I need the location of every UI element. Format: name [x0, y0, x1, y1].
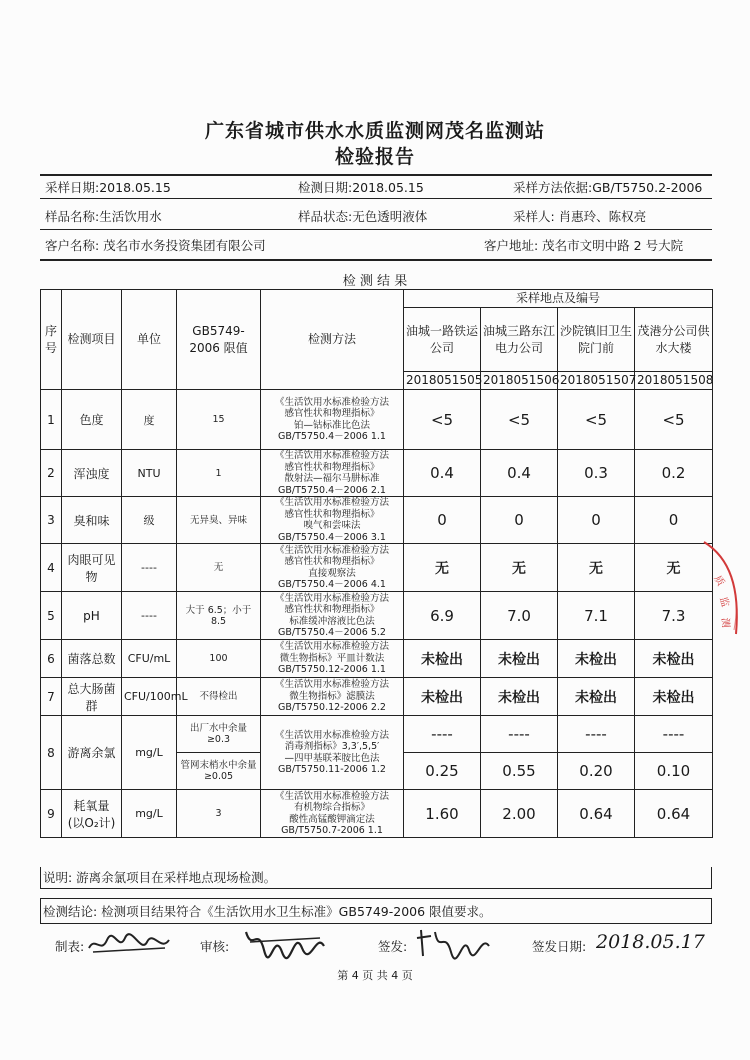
row-value: 未检出	[481, 678, 558, 716]
results-section-title: 检 测 结 果	[342, 274, 408, 289]
row-value: 1.60	[404, 790, 481, 838]
row-item: 臭和味	[62, 497, 122, 544]
method-line: 直接观察法	[308, 567, 356, 579]
row-item: pH	[62, 592, 122, 640]
prepared-signature	[85, 930, 175, 958]
table-row	[41, 790, 713, 838]
row-limit: 出厂水中余量≥0.3	[177, 716, 261, 753]
row-value: 0	[404, 497, 481, 544]
client-name: 客户名称: 茂名市水务投资集团有限公司	[45, 238, 266, 253]
method-line: 嗅气和尝味法	[303, 520, 361, 531]
col-header-no: 序号	[41, 290, 62, 390]
row-unit: 级	[122, 497, 177, 544]
method-line: 《生活饮用水标准检验方法	[274, 679, 389, 691]
table-row	[41, 544, 713, 592]
method-line: 感官性状和物理指标》	[284, 508, 380, 520]
signed-label: 签发:	[378, 939, 408, 954]
site-name: 油城一路铁运公司	[404, 308, 481, 372]
row-method	[261, 716, 404, 790]
row-value: <5	[481, 390, 558, 450]
row-item: 总大肠菌群	[62, 678, 122, 716]
report-org-title: 广东省城市供水水质监测网茂名监测站	[204, 120, 545, 142]
col-header-item: 检测项目	[62, 290, 122, 390]
row-no: 3	[41, 497, 62, 544]
method-line: GB/T5750.4－2006 5.2	[278, 627, 386, 638]
row-value: 未检出	[404, 640, 481, 678]
row-method	[261, 544, 404, 592]
row-item: 色度	[62, 390, 122, 450]
row-value: 0.55	[481, 753, 558, 790]
site-name: 沙院镇旧卫生院门前	[558, 308, 635, 372]
row-value: 0.3	[558, 450, 635, 497]
method-line: 《生活饮用水标准检验方法	[274, 396, 389, 408]
method-line: GB/T5750.4－2006 4.1	[278, 579, 386, 590]
col-header-sites: 采样地点及编号	[404, 290, 713, 308]
row-unit: NTU	[122, 450, 177, 497]
method-line: 铂—钴标准比色法	[293, 419, 370, 431]
row-value: 0.20	[558, 753, 635, 790]
row-value: 7.3	[635, 592, 713, 640]
method-line: GB/T5750.12-2006 1.1	[278, 664, 386, 676]
row-no: 2	[41, 450, 62, 497]
row-value: ----	[635, 716, 713, 753]
row-no: 9	[41, 790, 62, 838]
svg-text:测: 测	[719, 617, 731, 629]
row-value: 未检出	[404, 678, 481, 716]
seal-stamp	[700, 538, 744, 638]
row-value: 未检出	[558, 678, 635, 716]
method-line: GB/T5750.4－2006 3.1	[278, 531, 386, 543]
row-unit: 度	[122, 390, 177, 450]
col-header-limit: GB5749-2006 限值	[177, 290, 261, 390]
method-line: 《生活饮用水标准检验方法	[274, 450, 389, 461]
row-unit: ----	[122, 544, 177, 592]
sampling-method: 采样方法依据:GB/T5750.2-2006	[513, 180, 703, 195]
report-subtitle: 检验报告	[334, 146, 415, 168]
row-value: 0.2	[635, 450, 713, 497]
row-value: 0.4	[481, 450, 558, 497]
row-item: 耗氧量 (以O₂计)	[62, 790, 122, 838]
row-value: 未检出	[635, 640, 713, 678]
row-value: 7.0	[481, 592, 558, 640]
row-value: 无	[481, 544, 558, 592]
row-value: 0	[635, 497, 713, 544]
results-table	[40, 289, 713, 838]
row-unit: CFU/100mL	[122, 678, 177, 716]
method-line: 有机物综合指标》	[293, 802, 370, 813]
row-method	[261, 678, 404, 716]
row-value: ----	[558, 716, 635, 753]
row-unit: mg/L	[122, 790, 177, 838]
row-unit: mg/L	[122, 716, 177, 790]
row-value: <5	[558, 390, 635, 450]
row-unit: ----	[122, 592, 177, 640]
row-value: ----	[404, 716, 481, 753]
site-code: 2018051506	[481, 372, 558, 390]
method-line: 标准缓冲溶液比色法	[289, 615, 375, 627]
note: 说明: 游离余氯项目在采样地点现场检测。	[40, 867, 712, 889]
prepared-label: 制表:	[55, 939, 85, 954]
row-unit: CFU/mL	[122, 640, 177, 678]
svg-text:质: 质	[711, 574, 726, 589]
col-header-unit: 单位	[122, 290, 177, 390]
row-value: 未检出	[481, 640, 558, 678]
table-row	[41, 716, 713, 753]
sample-status: 样品状态:无色透明液体	[298, 209, 428, 224]
row-method	[261, 592, 404, 640]
row-method	[261, 390, 404, 450]
method-line: 《生活饮用水标准检验方法	[274, 641, 389, 653]
method-line: 散射法—福尔马肼标准	[284, 473, 380, 484]
method-line: 《生活饮用水标准检验方法	[274, 544, 389, 556]
row-item: 肉眼可见物	[62, 544, 122, 592]
row-value: 无	[404, 544, 481, 592]
row-value: 0.10	[635, 753, 713, 790]
row-value: 6.9	[404, 592, 481, 640]
row-value: 2.00	[481, 790, 558, 838]
header-rule	[40, 174, 712, 176]
info-rule	[40, 198, 712, 199]
row-no: 5	[41, 592, 62, 640]
results-rows	[41, 390, 713, 838]
signed-signature	[415, 924, 495, 960]
col-header-method: 检测方法	[261, 290, 404, 390]
method-line: 《生活饮用水标准检验方法	[274, 592, 389, 604]
table-row	[41, 640, 713, 678]
row-value: 0	[558, 497, 635, 544]
row-value: 0.64	[635, 790, 713, 838]
table-row	[41, 678, 713, 716]
row-value: <5	[635, 390, 713, 450]
sampling-date: 采样日期:2018.05.15	[45, 180, 171, 195]
info-rule	[40, 259, 712, 261]
method-line: 感官性状和物理指标》	[284, 604, 380, 615]
page-footer: 第 4 页 共 4 页	[337, 969, 413, 982]
row-value: 未检出	[558, 640, 635, 678]
method-line: GB/T5750.4－2006 1.1	[278, 431, 386, 442]
row-item: 菌落总数	[62, 640, 122, 678]
method-line: —四甲基联苯胺比色法	[284, 752, 380, 764]
method-line: GB/T5750.11-2006 1.2	[278, 764, 386, 775]
row-no: 6	[41, 640, 62, 678]
row-limit: 15	[177, 390, 261, 450]
row-no: 7	[41, 678, 62, 716]
method-line: 消毒剂指标》3,3′,5,5′	[284, 741, 380, 752]
method-line: 感官性状和物理指标》	[284, 461, 380, 473]
table-row	[41, 450, 713, 497]
method-line: 感官性状和物理指标》	[284, 556, 380, 567]
site-name: 油城三路东江电力公司	[481, 308, 558, 372]
row-limit: 100	[177, 640, 261, 678]
row-no: 1	[41, 390, 62, 450]
conclusion: 检测结论: 检测项目结果符合《生活饮用水卫生标准》GB5749-2006 限值要求。	[40, 898, 712, 924]
row-limit: 无	[177, 544, 261, 592]
svg-text:监: 监	[717, 595, 731, 609]
row-no: 8	[41, 716, 62, 790]
row-value: <5	[404, 390, 481, 450]
table-row	[41, 497, 713, 544]
method-line: 感官性状和物理指标》	[284, 408, 380, 419]
method-line: 微生物指标》滤膜法	[289, 690, 375, 702]
site-code: 2018051508	[635, 372, 713, 390]
row-value: 0.25	[404, 753, 481, 790]
row-value: 0	[481, 497, 558, 544]
row-value: 0.4	[404, 450, 481, 497]
row-method	[261, 497, 404, 544]
method-line: 微生物指标》平皿计数法	[279, 652, 385, 664]
row-no: 4	[41, 544, 62, 592]
method-line: 酸性高锰酸钾滴定法	[289, 813, 375, 825]
row-limit: 1	[177, 450, 261, 497]
method-line: GB/T5750.4－2006 2.1	[278, 484, 386, 496]
table-row	[41, 592, 713, 640]
method-line: 《生活饮用水标准检验方法	[274, 497, 389, 508]
row-method	[261, 790, 404, 838]
sign-date-label: 签发日期:	[532, 939, 587, 954]
method-line: GB/T5750.7-2006 1.1	[281, 825, 383, 836]
row-value: ----	[481, 716, 558, 753]
row-value: 未检出	[635, 678, 713, 716]
row-value: 无	[635, 544, 713, 592]
reviewed-label: 审核:	[200, 939, 230, 954]
method-line: 《生活饮用水标准检验方法	[274, 790, 389, 802]
row-item: 浑浊度	[62, 450, 122, 497]
row-method	[261, 640, 404, 678]
site-code: 2018051507	[558, 372, 635, 390]
method-line: GB/T5750.12-2006 2.2	[278, 702, 386, 714]
row-value: 无	[558, 544, 635, 592]
row-value: 7.1	[558, 592, 635, 640]
table-row	[41, 390, 713, 450]
row-limit: 大于 6.5；小于 8.5	[177, 592, 261, 640]
sample-name: 样品名称:生活饮用水	[45, 209, 162, 224]
sign-date-handwritten: 2018.05.17	[596, 931, 705, 953]
method-line: 《生活饮用水标准检验方法	[274, 729, 389, 741]
client-address: 客户地址: 茂名市文明中路 2 号大院	[484, 238, 684, 253]
reviewed-signature	[240, 922, 330, 962]
row-limit: 无异臭、异味	[177, 497, 261, 544]
row-item: 游离余氯	[62, 716, 122, 790]
row-limit: 管网末梢水中余量≥0.05	[177, 753, 261, 790]
row-limit: 3	[177, 790, 261, 838]
row-method	[261, 450, 404, 497]
row-value: 0.64	[558, 790, 635, 838]
sampler: 采样人: 肖惠玲、陈权亮	[513, 209, 647, 224]
testing-date: 检测日期:2018.05.15	[298, 180, 424, 195]
site-name: 茂港分公司供水大楼	[635, 308, 713, 372]
row-limit: 不得检出	[177, 678, 261, 716]
site-code: 2018051505	[404, 372, 481, 390]
info-rule	[40, 229, 712, 230]
